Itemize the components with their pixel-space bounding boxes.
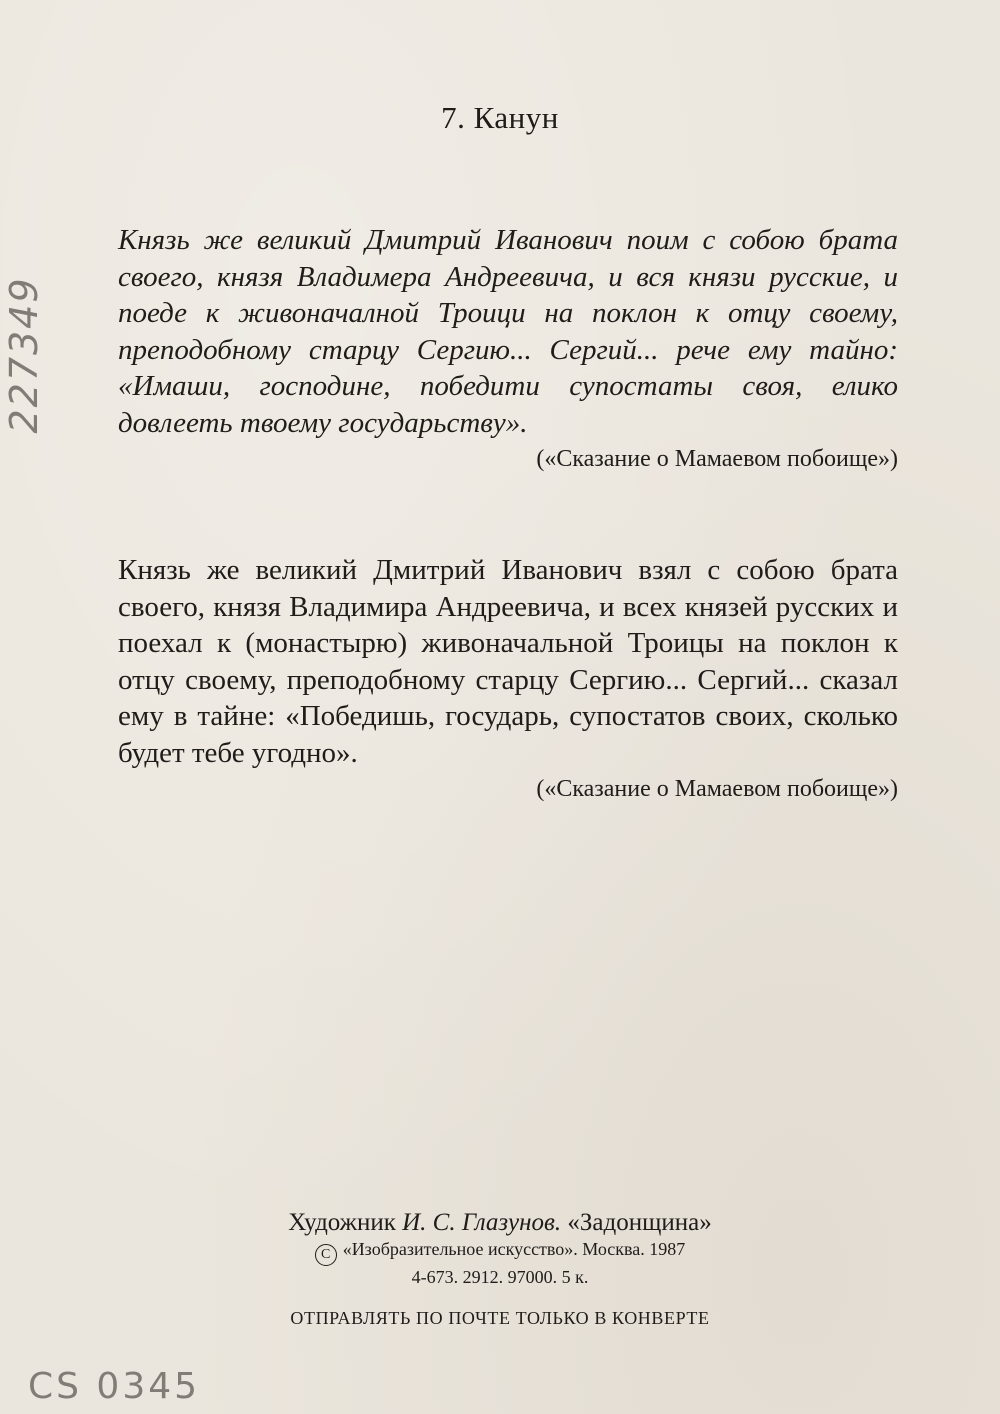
artist-name: И. С. Глазунов. [402,1209,562,1236]
publisher-line [0,1238,1000,1266]
artist-credit [0,1208,1000,1238]
archive-number-handwritten: 227349 [2,276,46,434]
modern-russian-source: («Сказание о Мамаевом побоище») [536,776,898,802]
mailing-note: ОТПРАВЛЯТЬ ПО ПОЧТЕ ТОЛЬКО В КОНВЕРТЕ [290,1308,710,1328]
modern-russian-quote [118,552,898,805]
copyright-icon: C [315,1244,337,1266]
artist-prefix: Художник [288,1209,396,1236]
publisher-imprint [0,1208,1000,1330]
print-code: 4-673. 2912. 97000. 5 к. [411,1267,589,1287]
card-title: 7. Канун [441,100,559,135]
modern-russian-text: Князь же великий Дмитрий Иванович взял с собою брата своего, князя Владимира Андреевича, и всех князей русских и поехал к (монастырю) живоначальной Троицы на поклон к отцу своему, преподобному старцу Сергию... Сергий... сказал ему в тайне: «Победишь, государь, супостатов своих, сколько будет тебе угодно». [118,554,898,769]
old-russian-quote [118,222,898,475]
old-russian-text: Князь же великий Дмитрий Иванович поим с собою брата своего, князя Владимера Андреевича, и вся князи русские, и поеде к живоначалной Троици на поклон к отцу своему, преподобному старцу Сергию... Сергий... рече ему тайно: «Имаши, господине, победити супостаты своя, елико довлееть твоему государьству». [118,224,898,439]
work-title: «Задонщина» [567,1209,712,1236]
publisher-text: «Изобразительное искусство». Москва. 1987 [342,1239,686,1259]
archive-code-handwritten: CS 0345 [28,1366,201,1407]
old-russian-source: («Сказание о Мамаевом побоище») [536,446,898,472]
